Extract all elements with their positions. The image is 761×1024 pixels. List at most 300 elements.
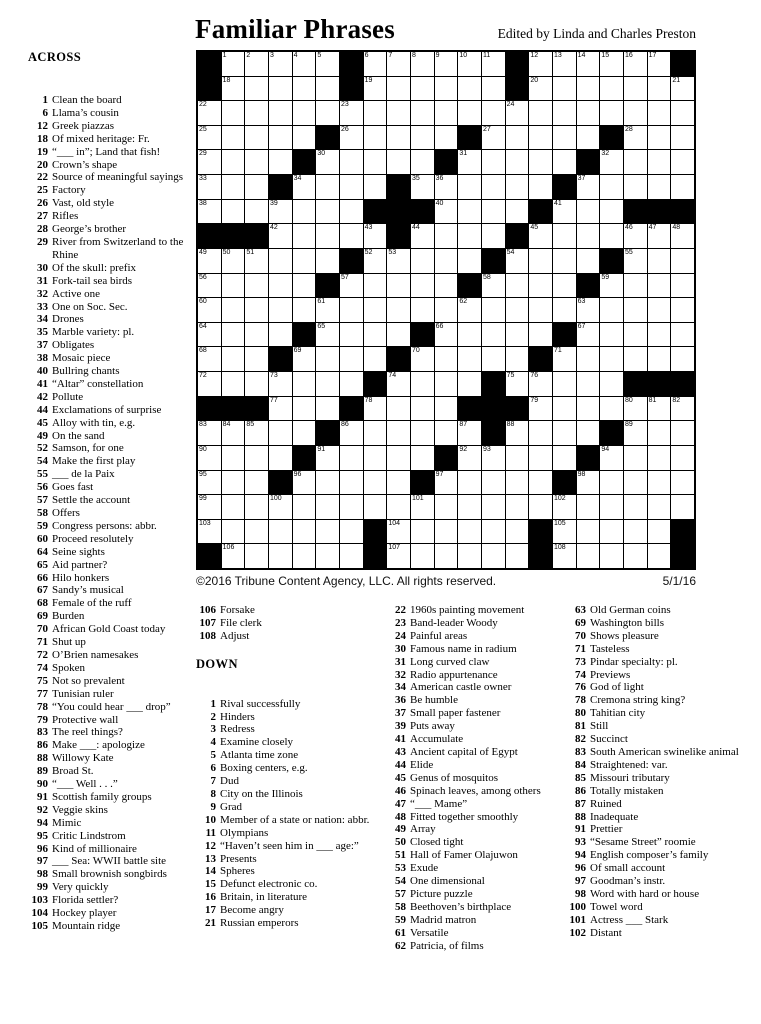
grid-cell[interactable]	[387, 446, 410, 470]
grid-cell[interactable]	[293, 397, 316, 421]
grid-cell[interactable]	[293, 224, 316, 248]
grid-cell[interactable]	[435, 471, 458, 495]
grid-cell[interactable]	[529, 126, 552, 150]
grid-cell[interactable]	[411, 495, 434, 519]
grid-cell[interactable]	[387, 77, 410, 101]
grid-cell[interactable]	[671, 77, 694, 101]
grid-cell[interactable]	[600, 372, 623, 396]
grid-cell[interactable]	[293, 372, 316, 396]
grid-cell[interactable]	[506, 249, 529, 273]
grid-cell[interactable]	[198, 323, 221, 347]
grid-cell[interactable]	[600, 224, 623, 248]
grid-cell[interactable]	[340, 323, 363, 347]
grid-cell[interactable]	[387, 471, 410, 495]
grid-cell[interactable]	[387, 126, 410, 150]
grid-cell[interactable]	[198, 200, 221, 224]
grid-cell[interactable]	[340, 446, 363, 470]
grid-cell[interactable]	[269, 421, 292, 445]
grid-cell[interactable]	[269, 372, 292, 396]
grid-cell[interactable]	[222, 323, 245, 347]
grid-cell[interactable]	[529, 77, 552, 101]
grid-cell[interactable]	[293, 101, 316, 125]
grid-cell[interactable]	[458, 323, 481, 347]
grid-cell[interactable]	[553, 150, 576, 174]
grid-cell[interactable]	[671, 224, 694, 248]
grid-cell[interactable]	[435, 101, 458, 125]
grid-cell[interactable]	[458, 52, 481, 76]
grid-cell[interactable]	[387, 323, 410, 347]
grid-cell[interactable]	[482, 446, 505, 470]
grid-cell[interactable]	[269, 520, 292, 544]
grid-cell[interactable]	[577, 544, 600, 568]
grid-cell[interactable]	[316, 495, 339, 519]
grid-cell[interactable]	[340, 544, 363, 568]
grid-cell[interactable]	[506, 101, 529, 125]
grid-cell[interactable]	[198, 126, 221, 150]
grid-cell[interactable]	[671, 471, 694, 495]
grid-cell[interactable]	[269, 224, 292, 248]
grid-cell[interactable]	[482, 544, 505, 568]
grid-cell[interactable]	[482, 224, 505, 248]
grid-cell[interactable]	[222, 101, 245, 125]
grid-cell[interactable]	[411, 347, 434, 371]
grid-cell[interactable]	[245, 175, 268, 199]
grid-cell[interactable]	[624, 323, 647, 347]
grid-cell[interactable]	[648, 126, 671, 150]
grid-cell[interactable]	[245, 347, 268, 371]
grid-cell[interactable]	[340, 175, 363, 199]
grid-cell[interactable]	[553, 372, 576, 396]
grid-cell[interactable]	[482, 52, 505, 76]
grid-cell[interactable]	[553, 397, 576, 421]
grid-cell[interactable]	[458, 77, 481, 101]
grid-cell[interactable]	[529, 175, 552, 199]
grid-cell[interactable]	[506, 150, 529, 174]
grid-cell[interactable]	[387, 544, 410, 568]
grid-cell[interactable]	[340, 150, 363, 174]
grid-cell[interactable]	[624, 544, 647, 568]
grid-cell[interactable]	[648, 274, 671, 298]
grid-cell[interactable]	[340, 495, 363, 519]
grid-cell[interactable]	[671, 298, 694, 322]
grid-cell[interactable]	[340, 421, 363, 445]
grid-cell[interactable]	[506, 421, 529, 445]
grid-cell[interactable]	[458, 347, 481, 371]
grid-cell[interactable]	[482, 347, 505, 371]
grid-cell[interactable]	[553, 298, 576, 322]
grid-cell[interactable]	[506, 347, 529, 371]
grid-cell[interactable]	[648, 224, 671, 248]
grid-cell[interactable]	[506, 471, 529, 495]
grid-cell[interactable]	[435, 421, 458, 445]
grid-cell[interactable]	[435, 224, 458, 248]
grid-cell[interactable]	[671, 101, 694, 125]
grid-cell[interactable]	[245, 471, 268, 495]
grid-cell[interactable]	[198, 372, 221, 396]
grid-cell[interactable]	[648, 249, 671, 273]
grid-cell[interactable]	[648, 446, 671, 470]
grid-cell[interactable]	[648, 298, 671, 322]
grid-cell[interactable]	[222, 421, 245, 445]
grid-cell[interactable]	[577, 249, 600, 273]
grid-cell[interactable]	[577, 52, 600, 76]
grid-cell[interactable]	[411, 101, 434, 125]
grid-cell[interactable]	[435, 200, 458, 224]
grid-cell[interactable]	[245, 249, 268, 273]
grid-cell[interactable]	[458, 421, 481, 445]
grid-cell[interactable]	[600, 446, 623, 470]
grid-cell[interactable]	[293, 471, 316, 495]
grid-cell[interactable]	[458, 175, 481, 199]
grid-cell[interactable]	[222, 544, 245, 568]
grid-cell[interactable]	[671, 421, 694, 445]
grid-cell[interactable]	[364, 175, 387, 199]
grid-cell[interactable]	[671, 126, 694, 150]
grid-cell[interactable]	[624, 52, 647, 76]
grid-cell[interactable]	[624, 446, 647, 470]
grid-cell[interactable]	[340, 126, 363, 150]
grid-cell[interactable]	[435, 347, 458, 371]
grid-cell[interactable]	[553, 200, 576, 224]
grid-cell[interactable]	[482, 126, 505, 150]
grid-cell[interactable]	[293, 520, 316, 544]
grid-cell[interactable]	[435, 544, 458, 568]
grid-cell[interactable]	[222, 298, 245, 322]
grid-cell[interactable]	[529, 274, 552, 298]
grid-cell[interactable]	[245, 520, 268, 544]
grid-cell[interactable]	[222, 495, 245, 519]
grid-cell[interactable]	[506, 200, 529, 224]
grid-cell[interactable]	[458, 298, 481, 322]
grid-cell[interactable]	[600, 150, 623, 174]
grid-cell[interactable]	[269, 101, 292, 125]
grid-cell[interactable]	[482, 101, 505, 125]
grid-cell[interactable]	[600, 323, 623, 347]
grid-cell[interactable]	[553, 224, 576, 248]
grid-cell[interactable]	[553, 274, 576, 298]
grid-cell[interactable]	[364, 298, 387, 322]
grid-cell[interactable]	[198, 175, 221, 199]
grid-cell[interactable]	[316, 101, 339, 125]
grid-cell[interactable]	[671, 397, 694, 421]
grid-cell[interactable]	[458, 544, 481, 568]
grid-cell[interactable]	[624, 77, 647, 101]
grid-cell[interactable]	[577, 101, 600, 125]
grid-cell[interactable]	[600, 101, 623, 125]
grid-cell[interactable]	[577, 421, 600, 445]
grid-cell[interactable]	[364, 249, 387, 273]
grid-cell[interactable]	[269, 274, 292, 298]
grid-cell[interactable]	[577, 495, 600, 519]
grid-cell[interactable]	[316, 372, 339, 396]
grid-cell[interactable]	[364, 323, 387, 347]
grid-cell[interactable]	[506, 372, 529, 396]
grid-cell[interactable]	[198, 446, 221, 470]
grid-cell[interactable]	[458, 520, 481, 544]
grid-cell[interactable]	[222, 52, 245, 76]
grid-cell[interactable]	[293, 175, 316, 199]
grid-cell[interactable]	[316, 520, 339, 544]
grid-cell[interactable]	[387, 495, 410, 519]
grid-cell[interactable]	[411, 446, 434, 470]
grid-cell[interactable]	[222, 446, 245, 470]
grid-cell[interactable]	[600, 77, 623, 101]
grid-cell[interactable]	[553, 421, 576, 445]
grid-cell[interactable]	[458, 446, 481, 470]
grid-cell[interactable]	[387, 372, 410, 396]
grid-cell[interactable]	[269, 446, 292, 470]
grid-cell[interactable]	[245, 446, 268, 470]
grid-cell[interactable]	[316, 224, 339, 248]
grid-cell[interactable]	[648, 421, 671, 445]
grid-cell[interactable]	[316, 175, 339, 199]
grid-cell[interactable]	[293, 126, 316, 150]
grid-cell[interactable]	[577, 347, 600, 371]
grid-cell[interactable]	[482, 471, 505, 495]
grid-cell[interactable]	[198, 249, 221, 273]
grid-cell[interactable]	[387, 150, 410, 174]
grid-cell[interactable]	[624, 471, 647, 495]
grid-cell[interactable]	[435, 126, 458, 150]
grid-cell[interactable]	[293, 298, 316, 322]
grid-cell[interactable]	[435, 175, 458, 199]
grid-cell[interactable]	[198, 150, 221, 174]
grid-cell[interactable]	[340, 372, 363, 396]
grid-cell[interactable]	[553, 249, 576, 273]
grid-cell[interactable]	[624, 298, 647, 322]
grid-cell[interactable]	[577, 200, 600, 224]
grid-cell[interactable]	[222, 126, 245, 150]
grid-cell[interactable]	[506, 274, 529, 298]
grid-cell[interactable]	[245, 298, 268, 322]
grid-cell[interactable]	[411, 274, 434, 298]
grid-cell[interactable]	[435, 323, 458, 347]
grid-cell[interactable]	[482, 520, 505, 544]
grid-cell[interactable]	[269, 77, 292, 101]
grid-cell[interactable]	[411, 421, 434, 445]
grid-cell[interactable]	[245, 200, 268, 224]
grid-cell[interactable]	[482, 298, 505, 322]
grid-cell[interactable]	[222, 520, 245, 544]
grid-cell[interactable]	[458, 471, 481, 495]
grid-cell[interactable]	[316, 52, 339, 76]
grid-cell[interactable]	[624, 397, 647, 421]
grid-cell[interactable]	[316, 77, 339, 101]
grid-cell[interactable]	[364, 397, 387, 421]
grid-cell[interactable]	[269, 200, 292, 224]
grid-cell[interactable]	[316, 150, 339, 174]
grid-cell[interactable]	[435, 77, 458, 101]
grid-cell[interactable]	[387, 298, 410, 322]
grid-cell[interactable]	[482, 274, 505, 298]
grid-cell[interactable]	[316, 347, 339, 371]
grid-cell[interactable]	[293, 52, 316, 76]
grid-cell[interactable]	[482, 323, 505, 347]
grid-cell[interactable]	[293, 544, 316, 568]
grid-cell[interactable]	[340, 471, 363, 495]
grid-cell[interactable]	[222, 347, 245, 371]
grid-cell[interactable]	[364, 52, 387, 76]
grid-cell[interactable]	[435, 520, 458, 544]
grid-cell[interactable]	[435, 274, 458, 298]
grid-cell[interactable]	[435, 52, 458, 76]
grid-cell[interactable]	[245, 126, 268, 150]
grid-cell[interactable]	[293, 200, 316, 224]
grid-cell[interactable]	[671, 150, 694, 174]
grid-cell[interactable]	[671, 446, 694, 470]
grid-cell[interactable]	[482, 150, 505, 174]
grid-cell[interactable]	[293, 77, 316, 101]
grid-cell[interactable]	[577, 126, 600, 150]
grid-cell[interactable]	[529, 372, 552, 396]
grid-cell[interactable]	[364, 126, 387, 150]
grid-cell[interactable]	[577, 397, 600, 421]
grid-cell[interactable]	[600, 200, 623, 224]
grid-cell[interactable]	[411, 372, 434, 396]
grid-cell[interactable]	[648, 544, 671, 568]
grid-cell[interactable]	[411, 52, 434, 76]
grid-cell[interactable]	[340, 101, 363, 125]
grid-cell[interactable]	[411, 249, 434, 273]
grid-cell[interactable]	[435, 397, 458, 421]
grid-cell[interactable]	[411, 150, 434, 174]
grid-cell[interactable]	[600, 175, 623, 199]
grid-cell[interactable]	[482, 77, 505, 101]
grid-cell[interactable]	[316, 323, 339, 347]
grid-cell[interactable]	[269, 397, 292, 421]
grid-cell[interactable]	[340, 274, 363, 298]
grid-cell[interactable]	[245, 101, 268, 125]
grid-cell[interactable]	[458, 249, 481, 273]
grid-cell[interactable]	[222, 274, 245, 298]
grid-cell[interactable]	[648, 150, 671, 174]
grid-cell[interactable]	[269, 544, 292, 568]
grid-cell[interactable]	[435, 495, 458, 519]
grid-cell[interactable]	[648, 77, 671, 101]
grid-cell[interactable]	[482, 175, 505, 199]
grid-cell[interactable]	[245, 77, 268, 101]
grid-cell[interactable]	[624, 126, 647, 150]
grid-cell[interactable]	[316, 471, 339, 495]
grid-cell[interactable]	[198, 101, 221, 125]
grid-cell[interactable]	[600, 397, 623, 421]
grid-cell[interactable]	[245, 274, 268, 298]
grid-cell[interactable]	[245, 495, 268, 519]
grid-cell[interactable]	[269, 495, 292, 519]
grid-cell[interactable]	[364, 77, 387, 101]
grid-cell[interactable]	[648, 52, 671, 76]
grid-cell[interactable]	[529, 101, 552, 125]
grid-cell[interactable]	[387, 249, 410, 273]
grid-cell[interactable]	[340, 224, 363, 248]
grid-cell[interactable]	[648, 471, 671, 495]
grid-cell[interactable]	[293, 347, 316, 371]
grid-cell[interactable]	[529, 421, 552, 445]
grid-cell[interactable]	[411, 397, 434, 421]
grid-cell[interactable]	[600, 274, 623, 298]
grid-cell[interactable]	[553, 544, 576, 568]
grid-cell[interactable]	[529, 298, 552, 322]
grid-cell[interactable]	[600, 298, 623, 322]
grid-cell[interactable]	[577, 520, 600, 544]
grid-cell[interactable]	[269, 126, 292, 150]
grid-cell[interactable]	[222, 77, 245, 101]
grid-cell[interactable]	[269, 150, 292, 174]
grid-cell[interactable]	[624, 421, 647, 445]
grid-cell[interactable]	[553, 446, 576, 470]
grid-cell[interactable]	[624, 347, 647, 371]
grid-cell[interactable]	[529, 397, 552, 421]
grid-cell[interactable]	[411, 544, 434, 568]
grid-cell[interactable]	[387, 421, 410, 445]
grid-cell[interactable]	[600, 347, 623, 371]
grid-cell[interactable]	[269, 249, 292, 273]
grid-cell[interactable]	[245, 421, 268, 445]
grid-cell[interactable]	[553, 495, 576, 519]
grid-cell[interactable]	[600, 495, 623, 519]
grid-cell[interactable]	[458, 495, 481, 519]
grid-cell[interactable]	[577, 77, 600, 101]
grid-cell[interactable]	[364, 471, 387, 495]
grid-cell[interactable]	[553, 52, 576, 76]
grid-cell[interactable]	[624, 101, 647, 125]
grid-cell[interactable]	[458, 372, 481, 396]
grid-cell[interactable]	[577, 471, 600, 495]
grid-cell[interactable]	[577, 323, 600, 347]
grid-cell[interactable]	[293, 495, 316, 519]
grid-cell[interactable]	[553, 77, 576, 101]
grid-cell[interactable]	[435, 249, 458, 273]
grid-cell[interactable]	[222, 471, 245, 495]
grid-cell[interactable]	[364, 446, 387, 470]
grid-cell[interactable]	[529, 224, 552, 248]
grid-cell[interactable]	[222, 200, 245, 224]
grid-cell[interactable]	[364, 101, 387, 125]
grid-cell[interactable]	[293, 421, 316, 445]
grid-cell[interactable]	[671, 249, 694, 273]
grid-cell[interactable]	[222, 150, 245, 174]
grid-cell[interactable]	[648, 101, 671, 125]
grid-cell[interactable]	[506, 175, 529, 199]
grid-cell[interactable]	[435, 298, 458, 322]
grid-cell[interactable]	[577, 224, 600, 248]
grid-cell[interactable]	[316, 249, 339, 273]
grid-cell[interactable]	[387, 52, 410, 76]
grid-cell[interactable]	[648, 323, 671, 347]
grid-cell[interactable]	[222, 249, 245, 273]
grid-cell[interactable]	[364, 495, 387, 519]
grid-cell[interactable]	[624, 249, 647, 273]
grid-cell[interactable]	[411, 224, 434, 248]
grid-cell[interactable]	[506, 520, 529, 544]
grid-cell[interactable]	[648, 520, 671, 544]
grid-cell[interactable]	[458, 200, 481, 224]
grid-cell[interactable]	[671, 175, 694, 199]
grid-cell[interactable]	[648, 397, 671, 421]
grid-cell[interactable]	[316, 446, 339, 470]
grid-cell[interactable]	[624, 495, 647, 519]
grid-cell[interactable]	[506, 544, 529, 568]
grid-cell[interactable]	[624, 150, 647, 174]
grid-cell[interactable]	[506, 298, 529, 322]
grid-cell[interactable]	[600, 520, 623, 544]
grid-cell[interactable]	[506, 495, 529, 519]
grid-cell[interactable]	[245, 150, 268, 174]
grid-cell[interactable]	[458, 150, 481, 174]
grid-cell[interactable]	[364, 274, 387, 298]
grid-cell[interactable]	[387, 274, 410, 298]
grid-cell[interactable]	[624, 274, 647, 298]
